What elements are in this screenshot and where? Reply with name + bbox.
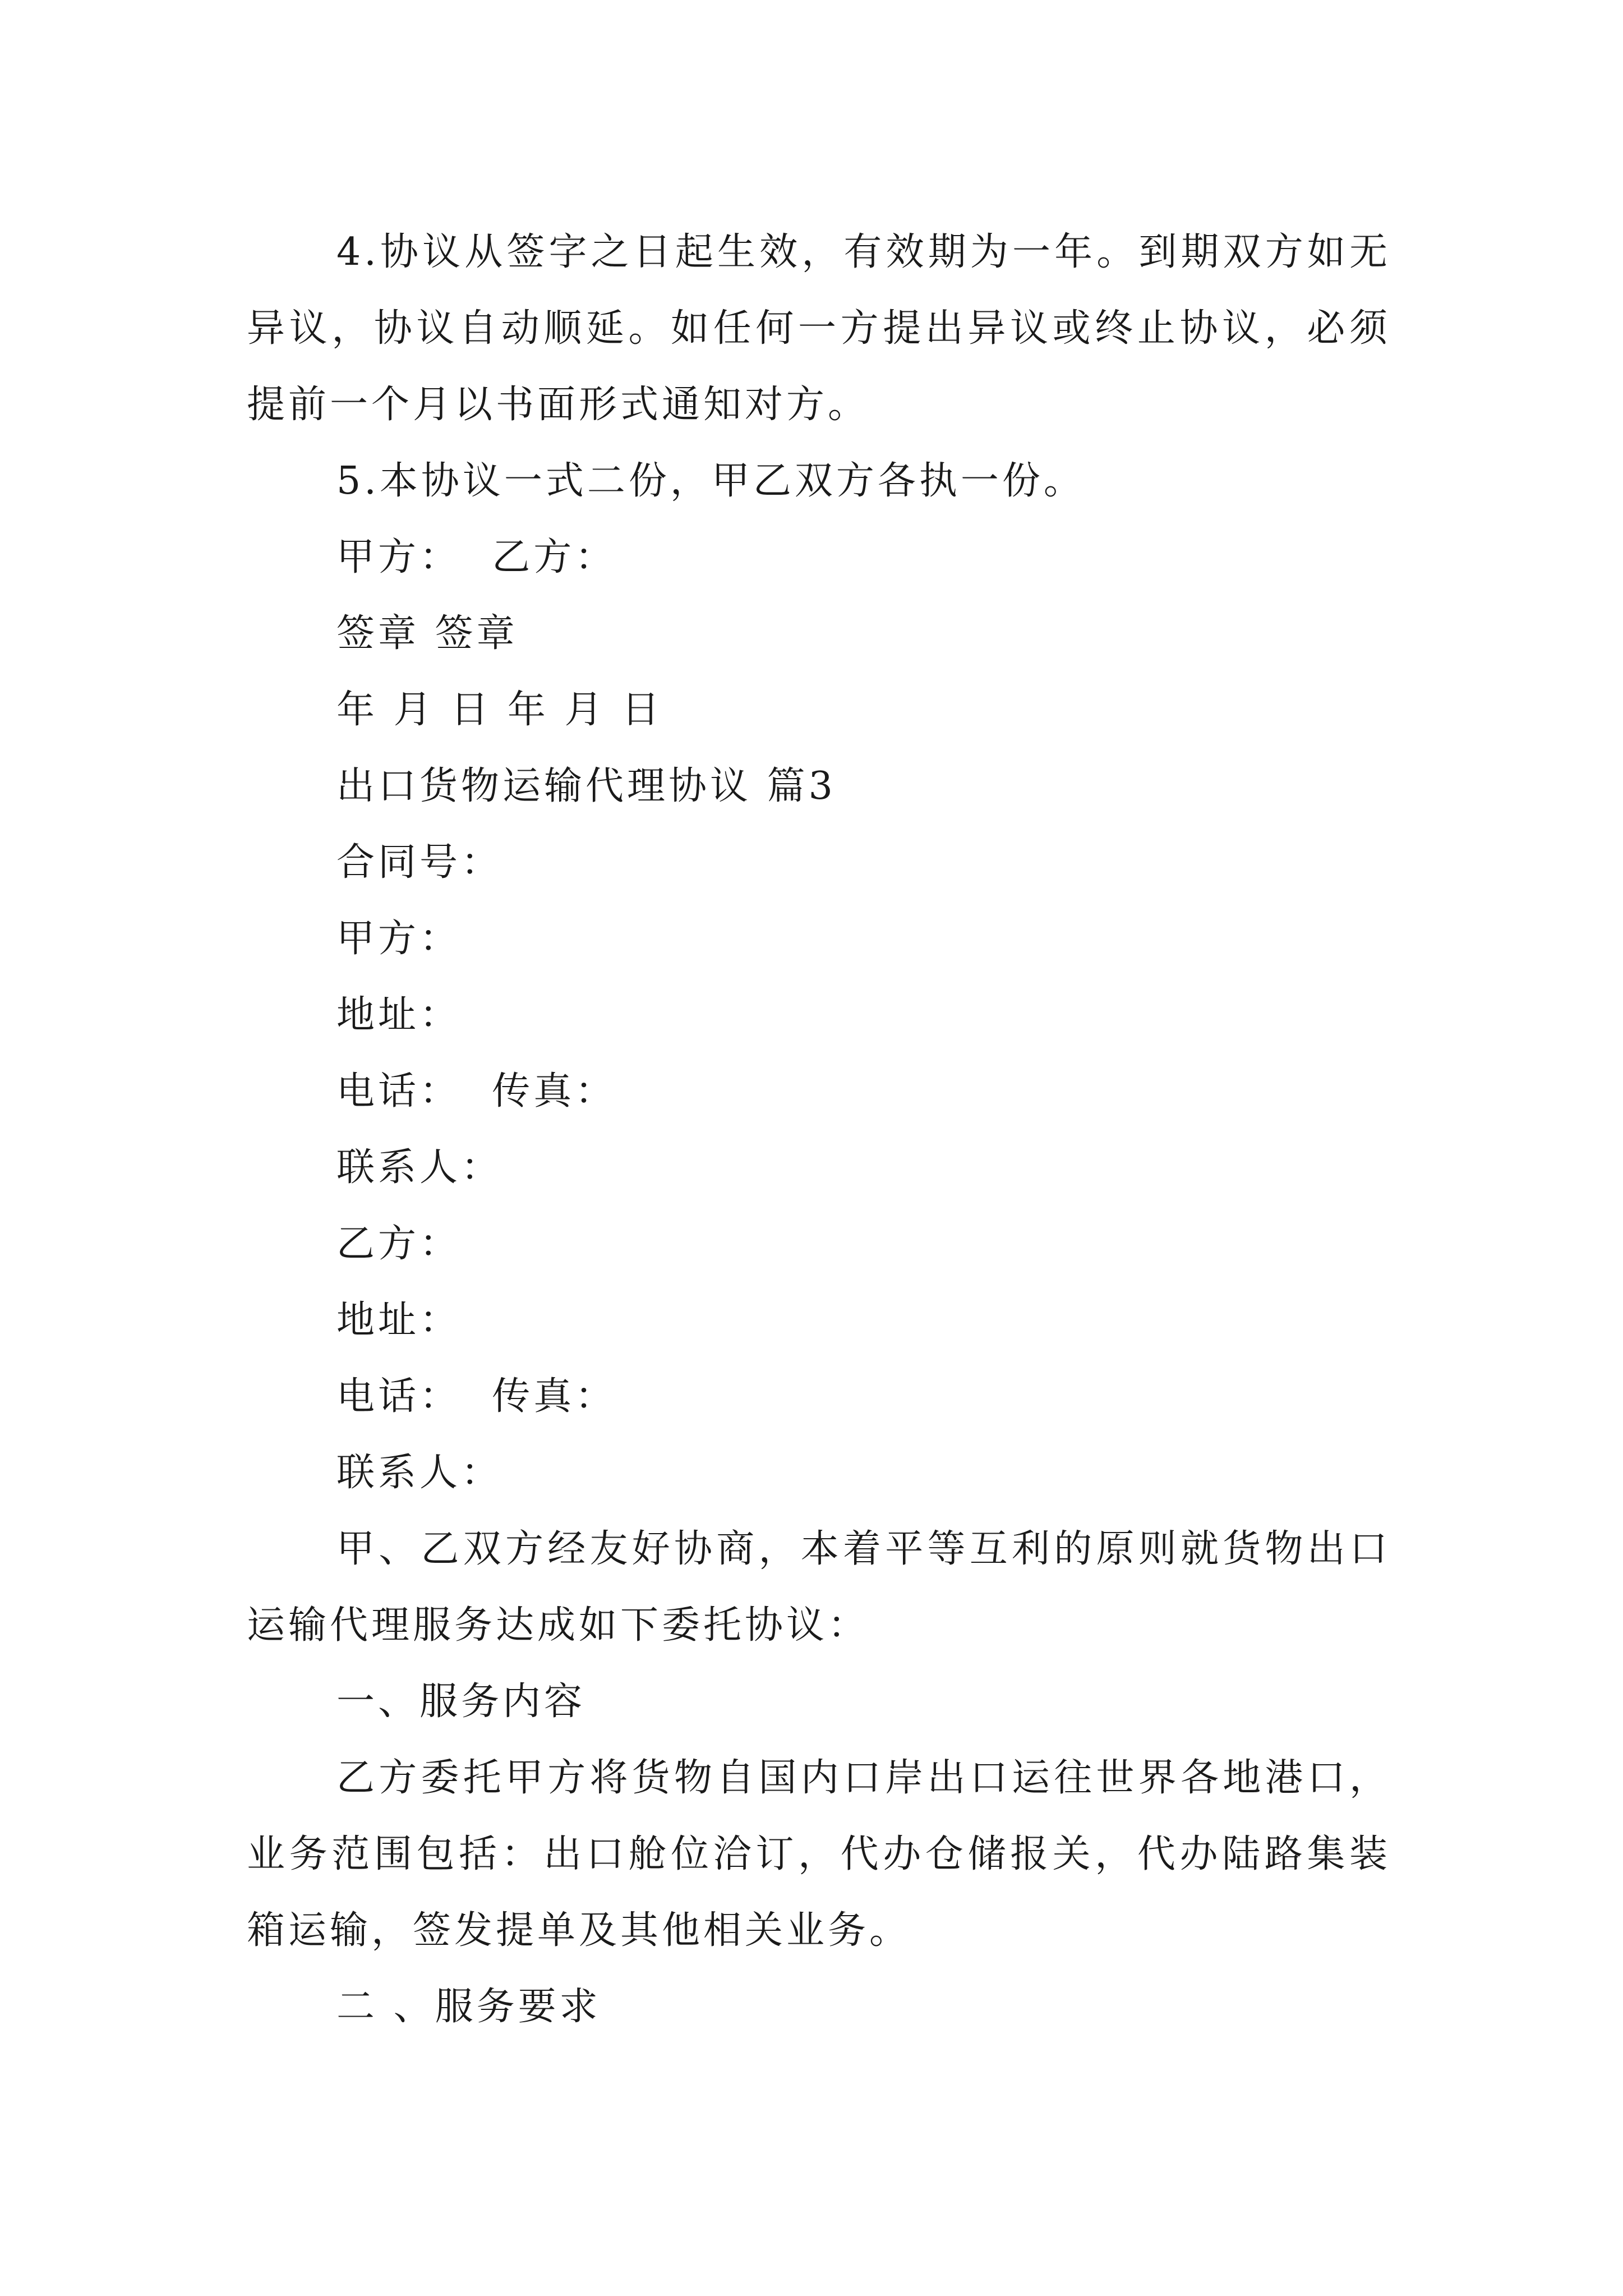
clause-5-line: 5.本协议一式二份，甲乙双方各执一份。	[336, 459, 1085, 503]
section-title: 出口货物运输代理协议 篇3	[336, 764, 836, 808]
party-a-line: 甲方：	[336, 917, 462, 961]
party-b-contact-line: 联系人：	[336, 1451, 503, 1495]
party-a-b-line: 甲方： 乙方：	[336, 535, 617, 579]
agreement-preamble-paragraph: 甲、乙双方经友好协商，本着平等互利的原则就货物出口运输代理服务达成如下委托协议：	[247, 1527, 1391, 1648]
date-line: 年 月 日 年 月 日	[336, 688, 663, 732]
party-b-address-line: 地址：	[336, 1298, 462, 1342]
heading-service-requirements: 二 、服务要求	[336, 1985, 601, 2029]
service-content-paragraph: 乙方委托甲方将货物自国内口岸出口运往世界各地港口，业务范围包括：出口舱位洽订，代办仓储报关，代办陆路集装箱运输，签发提单及其他相关业务。	[247, 1756, 1391, 1953]
clause-4-paragraph: 4.协议从签字之日起生效，有效期为一年。到期双方如无异议，协议自动顺延。如任何一方提出异议或终止协议，必须提前一个月以书面形式通知对方。	[247, 230, 1391, 427]
document-body	[247, 214, 1391, 2045]
party-a-phone-fax-line: 电话： 传真：	[336, 1069, 617, 1114]
party-a-address-line: 地址：	[336, 993, 462, 1037]
party-a-contact-line: 联系人：	[336, 1145, 503, 1190]
party-b-phone-fax-line: 电话： 传真：	[336, 1374, 617, 1419]
party-b-line: 乙方：	[336, 1222, 462, 1266]
heading-service-content: 一、服务内容	[336, 1680, 586, 1724]
contract-number-line: 合同号：	[336, 840, 503, 885]
signature-line: 签章 签章	[336, 611, 518, 656]
